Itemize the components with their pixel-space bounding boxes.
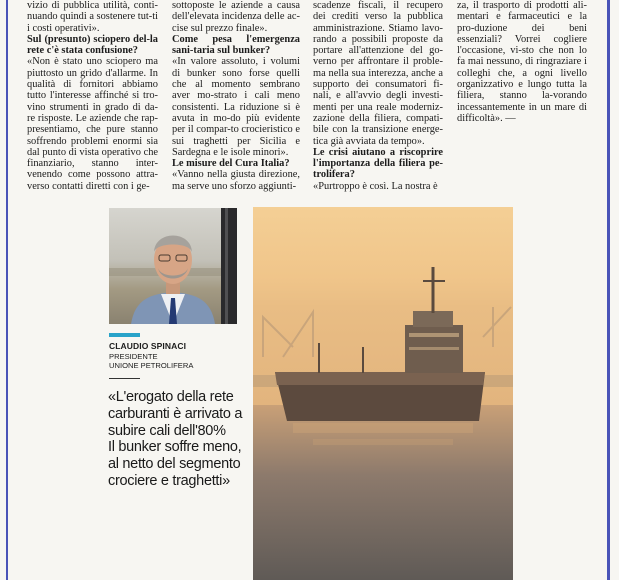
pull-quote-line: subire cali dell'80% — [108, 422, 226, 439]
caption-role-line: PRESIDENTE — [109, 352, 158, 361]
tanker-ship-photo — [253, 207, 513, 580]
pull-quote-line: carburanti è arrivato a — [108, 405, 243, 422]
interview-answer-text: za, il trasporto di prodotti ali-mentari e farmaceutici e la pro-duzione dei beni essenziali? Vorrei cogliere l'occasione, vi-sto che non lo fa mai nessuno, di ringraziare i colleghi che, a ogni livello organizzativo e lungo tutta la filiera, stanno la-vorando incessantemente in un mare di difficoltà». — — [457, 0, 587, 124]
caption-person-role — [109, 352, 193, 370]
page-frame-left — [6, 0, 8, 580]
interview-answer-text: sottoposte le aziende a causa dell'elevata incidenza delle ac-cise sul prezzo finale». — [172, 0, 300, 34]
interview-answer-text: «Non è stato uno sciopero ma piuttosto un grido d'allarme. In qualità di fornitori abbiamo tutto l'interesse affinché si tro-vino strumenti in grado di da-re risposte. Le aziende che rap-presentiamo, che pure stanno soffrendo problemi enormi sia dal punto di vista operativo che finanziario, stanno inter-venendo come possono attra-verso contatti diretti con i ge- — [27, 56, 158, 192]
interview-answer-text: scadenze fiscali, il recupero dei crediti verso la pubblica amministrazione. Stiamo lavo-rando a possibili proposte da portare all'attenzione del go-verno per affrontare il proble-ma nella sua interezza, anche a supporto dei consumatori fi-nali, e all'avvio degli investi-menti per una reale moderniz-zazione della filiera, compati-bile con la transizione energe-tica già avviata da tempo». — [313, 0, 443, 147]
portrait-illustration — [109, 208, 237, 324]
interview-answer-text: «Vanno nella giusta direzione, ma serve uno sforzo aggiunti- — [172, 169, 300, 192]
caption-organization-line: UNIONE PETROLIFERA — [109, 361, 194, 370]
interview-answer-text: «Purtroppo è così. La nostra è — [313, 180, 438, 192]
pull-quote-line: «L'erogato della rete — [108, 389, 234, 405]
article-column-3 — [313, 0, 443, 192]
interview-question: Sul (presunto) sciopero del-la rete c'è stata confusione? — [27, 33, 158, 57]
caption-divider — [109, 378, 140, 379]
interview-question: Come pesa l'emergenza sani-taria sul bunker? — [172, 33, 300, 57]
pull-quote-line: al netto del segmento — [108, 456, 241, 473]
pull-quote — [108, 389, 248, 490]
portrait-photo — [109, 208, 237, 324]
interview-answer-text: vizio di pubblica utilità, conti-nuando quindi a sostenere tut-ti i costi operativi». — [27, 0, 159, 34]
article-column-4 — [457, 0, 587, 124]
interview-answer-text: «In valore assoluto, i volumi di bunker sono forse quelli che al momento sembrano aver mo-strato i cali meno consistenti. La riduzione si è avuta in mo-do più evidente per il compar-to crocieristico e sui traghetti per Sicilia e Sardegna e le isole minori». — [172, 56, 300, 158]
page-frame-right — [607, 0, 610, 580]
pull-quote-line: crociere e traghetti» — [108, 472, 230, 489]
interview-question: Le crisi aiutano a riscoprire l'importanza della filiera pe-trolifera? — [313, 146, 443, 181]
caption-person-name: CLAUDIO SPINACI — [109, 341, 187, 351]
ship-illustration — [253, 207, 513, 580]
article-column-1 — [27, 0, 158, 192]
caption-accent-bar — [109, 333, 140, 337]
interview-question: Le misure del Cura Italia? — [172, 158, 290, 170]
article-column-2 — [172, 0, 300, 192]
pull-quote-line: Il bunker soffre meno, — [108, 439, 242, 456]
